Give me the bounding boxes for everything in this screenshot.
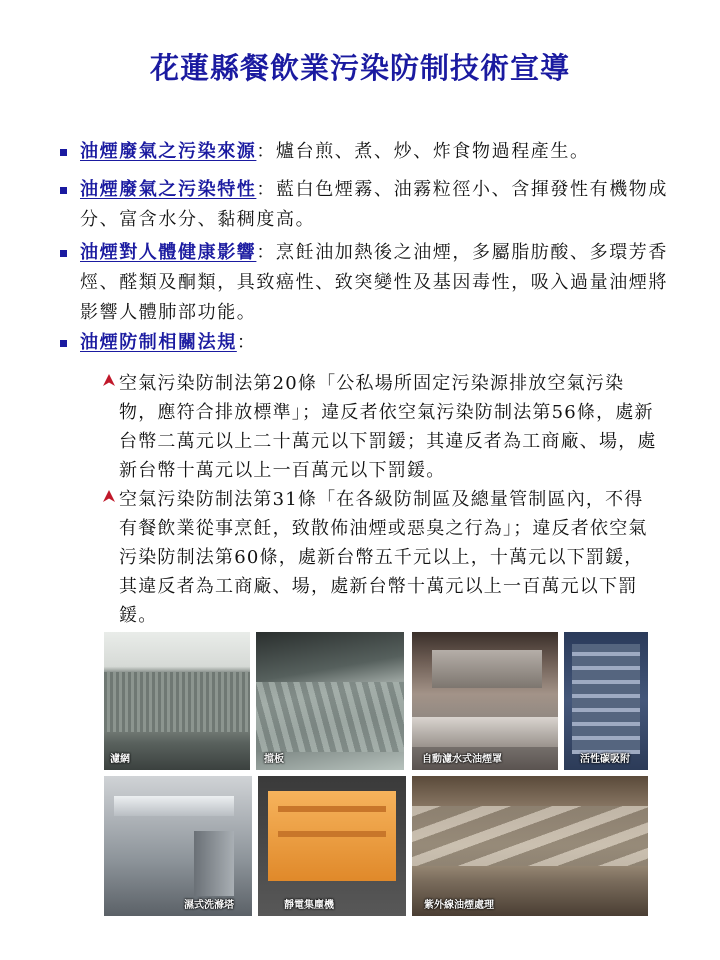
bullet-key: 油煙防制相關法規 bbox=[80, 332, 237, 353]
photo-caption: 濾網 bbox=[110, 754, 130, 765]
photo-caption: 擋板 bbox=[264, 754, 284, 765]
photo-caption: 活性碳吸附 bbox=[580, 754, 630, 765]
bullet-key: 油煙廢氣之污染特性 bbox=[80, 179, 257, 200]
photo-baffle bbox=[256, 632, 404, 770]
bullet-regulations bbox=[60, 328, 670, 358]
photo-caption: 濕式洗滌塔 bbox=[184, 900, 234, 911]
photo-uv-oil-fume bbox=[412, 776, 648, 916]
square-bullet-icon bbox=[60, 340, 67, 347]
bullet-key: 油煙對人體健康影響 bbox=[80, 242, 257, 263]
square-bullet-icon bbox=[60, 250, 67, 257]
bullet-key: 油煙廢氣之污染來源 bbox=[80, 141, 257, 162]
square-bullet-icon bbox=[60, 149, 67, 156]
photo-caption: 自動濾水式油煙罩 bbox=[422, 754, 502, 765]
photo-filter-mesh bbox=[104, 632, 250, 770]
bullet-pollution-source bbox=[60, 137, 670, 167]
photo-caption: 紫外線油煙處理 bbox=[424, 900, 494, 911]
square-bullet-icon bbox=[60, 187, 67, 194]
arrow-bullet-icon bbox=[102, 373, 116, 387]
bullet-text: ：爐台煎、煮、炒、炸食物過程產生。 bbox=[256, 141, 590, 162]
bullet-text: ：藍白色煙霧、油霧粒徑小、含揮發性有機物成分、富含水分、黏稠度高。 bbox=[80, 179, 669, 230]
photo-electrostatic-precipitator bbox=[258, 776, 406, 916]
page-title: 花蓮縣餐飲業污染防制技術宣導 bbox=[149, 51, 570, 85]
photo-activated-carbon bbox=[564, 632, 648, 770]
regulation-text: 空氣污染防制法第31條「在各級防制區及總量管制區內，不得有餐飲業從事烹飪，致散佈油煙或惡臭之行為」；違反者依空氣污染防制法第60條，處新台幣五千元以上，十萬元以下罰鍰，其違反者為工商廠、場，處新台幣十萬元以上一百萬元以下罰鍰。 bbox=[119, 489, 648, 626]
bullet-pollution-characteristics bbox=[60, 175, 670, 235]
arrow-bullet-icon bbox=[102, 489, 116, 503]
bullet-text: ： bbox=[236, 332, 257, 353]
regulation-article-20 bbox=[102, 369, 662, 485]
bullet-health-effects bbox=[60, 238, 670, 328]
bullet-text: ：烹飪油加熱後之油煙，多屬脂肪酸、多環芳香烴、醛類及酮類，具致癌性、致突變性及基因毒性，吸入過量油煙將影響人體肺部功能。 bbox=[80, 242, 669, 323]
regulation-article-31 bbox=[102, 485, 662, 630]
photo-wet-scrubber bbox=[104, 776, 252, 916]
regulation-text: 空氣污染防制法第20條「公私場所固定污染源排放空氣污染物，應符合排放標準」；違反者依空氣污染防制法第56條，處新台幣二萬元以上二十萬元以下罰鍰；其違反者為工商廠、場，處新台幣十萬元以上一百萬元以下罰鍰。 bbox=[119, 373, 657, 481]
photo-water-wash-hood bbox=[412, 632, 558, 770]
photo-caption: 靜電集塵機 bbox=[284, 900, 334, 911]
